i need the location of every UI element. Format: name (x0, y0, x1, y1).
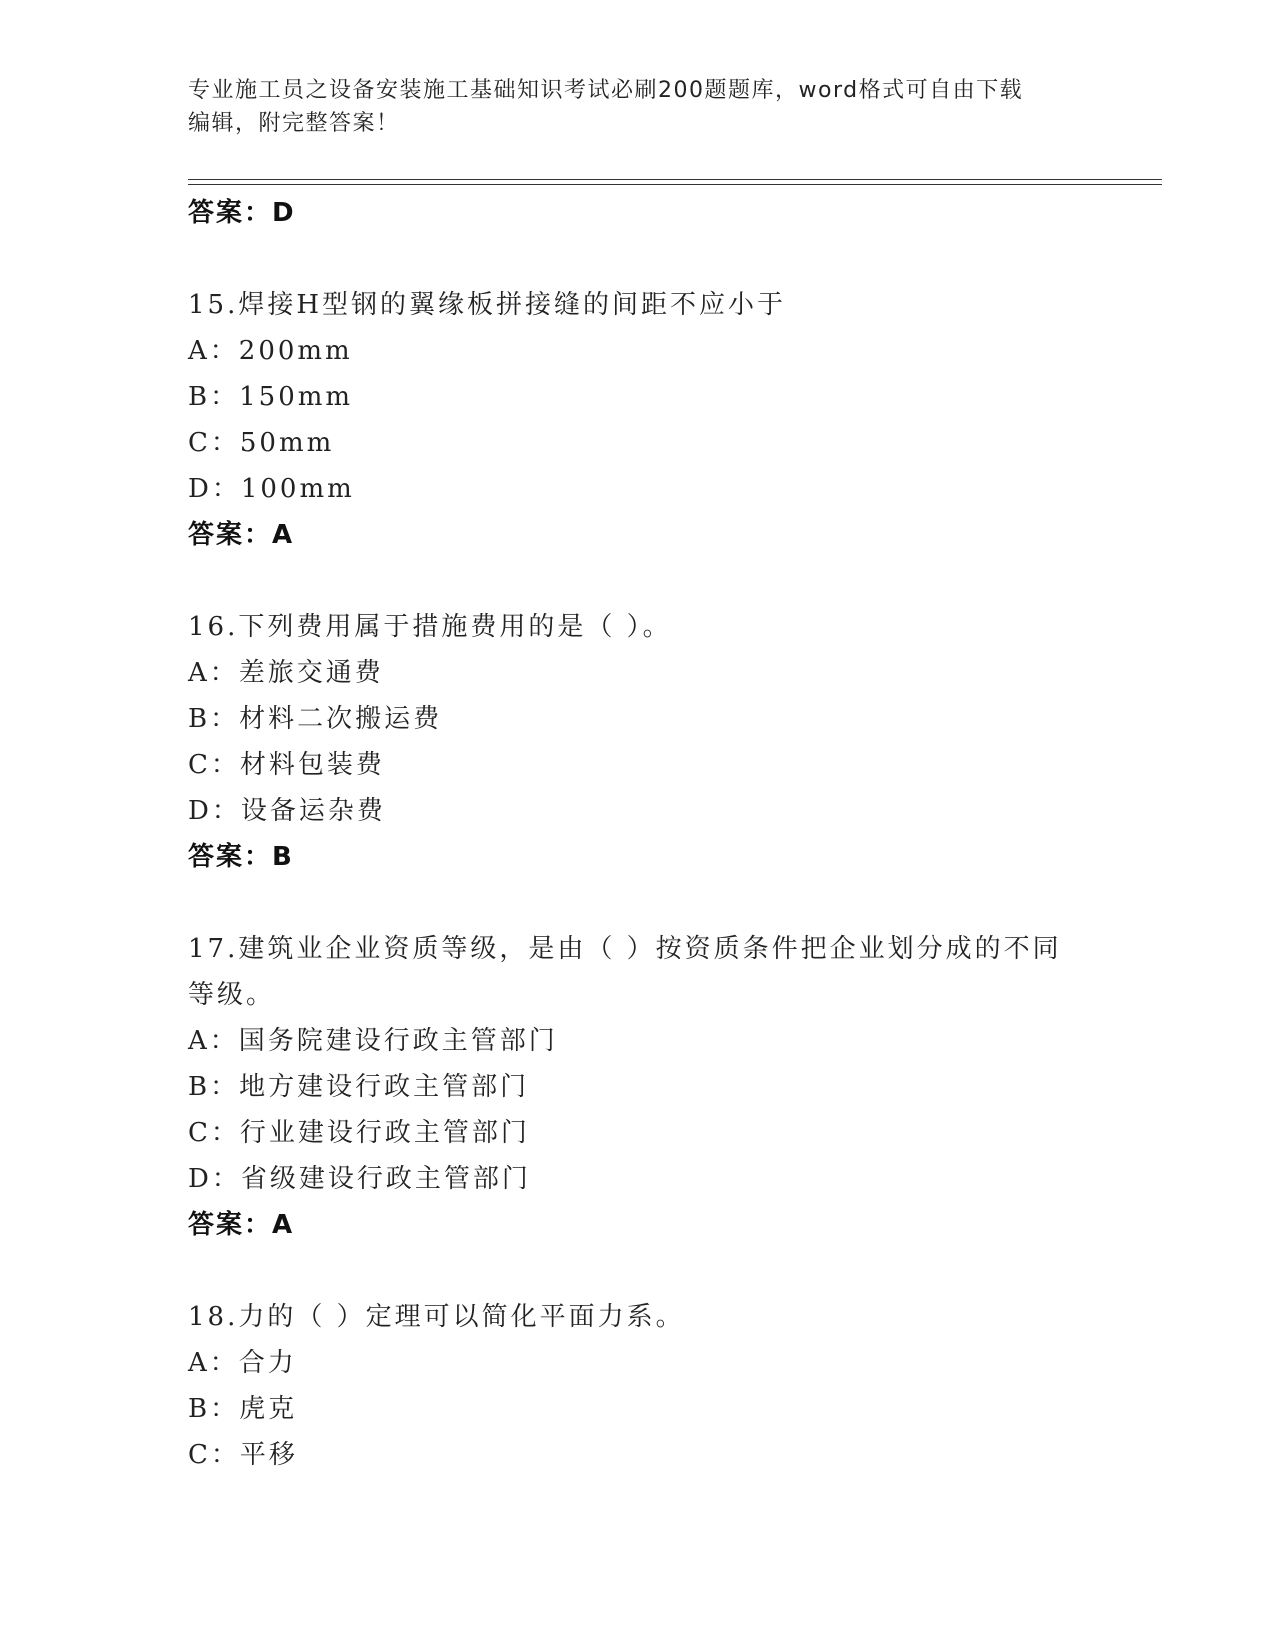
answer-line: 答案：A (188, 1210, 295, 1240)
option-c: C：50mm (188, 428, 335, 458)
option-c: C：平移 (188, 1440, 298, 1470)
option-b: B：150mm (188, 382, 354, 412)
option-d: D：100mm (188, 474, 355, 504)
answer-line: 答案：D (188, 198, 296, 228)
spacer (188, 558, 1088, 604)
question-18 (188, 1294, 1088, 1478)
document-header (188, 74, 1088, 140)
option-b: B：材料二次搬运费 (188, 704, 443, 734)
question-stem-line-1: 17.建筑业企业资质等级，是由（ ）按资质条件把企业划分成的不同 (188, 934, 1062, 964)
question-15 (188, 282, 1088, 558)
spacer (188, 1248, 1088, 1294)
option-b: B：虎克 (188, 1394, 298, 1424)
header-line-2: 编辑，附完整答案！ (188, 111, 400, 136)
option-a: A：国务院建设行政主管部门 (188, 1026, 558, 1056)
option-a: A：200mm (188, 336, 353, 366)
question-list (188, 190, 1088, 1478)
spacer (188, 880, 1088, 926)
option-b: B：地方建设行政主管部门 (188, 1072, 530, 1102)
question-stem: 15.焊接H型钢的翼缘板拼接缝的间距不应小于 (188, 290, 787, 320)
option-a: A：差旅交通费 (188, 658, 384, 688)
question-stem: 16.下列费用属于措施费用的是（ ）。 (188, 612, 672, 642)
option-a: A：合力 (188, 1348, 297, 1378)
question-stem: 18.力的（ ）定理可以简化平面力系。 (188, 1302, 685, 1332)
option-d: D：省级建设行政主管部门 (188, 1164, 531, 1194)
answer-line: 答案：A (188, 520, 295, 550)
header-rule-bottom (188, 184, 1162, 185)
question-17 (188, 926, 1088, 1248)
question-stem-line-2: 等级。 (188, 980, 276, 1010)
answer-line: 答案：B (188, 842, 294, 872)
question-16 (188, 604, 1088, 880)
header-rule-top (188, 179, 1162, 180)
option-c: C：材料包装费 (188, 750, 385, 780)
spacer (188, 236, 1088, 282)
option-d: D：设备运杂费 (188, 796, 386, 826)
header-line-1: 专业施工员之设备安装施工基础知识考试必刷200题题库，word格式可自由下载 (188, 78, 1024, 103)
option-c: C：行业建设行政主管部门 (188, 1118, 530, 1148)
